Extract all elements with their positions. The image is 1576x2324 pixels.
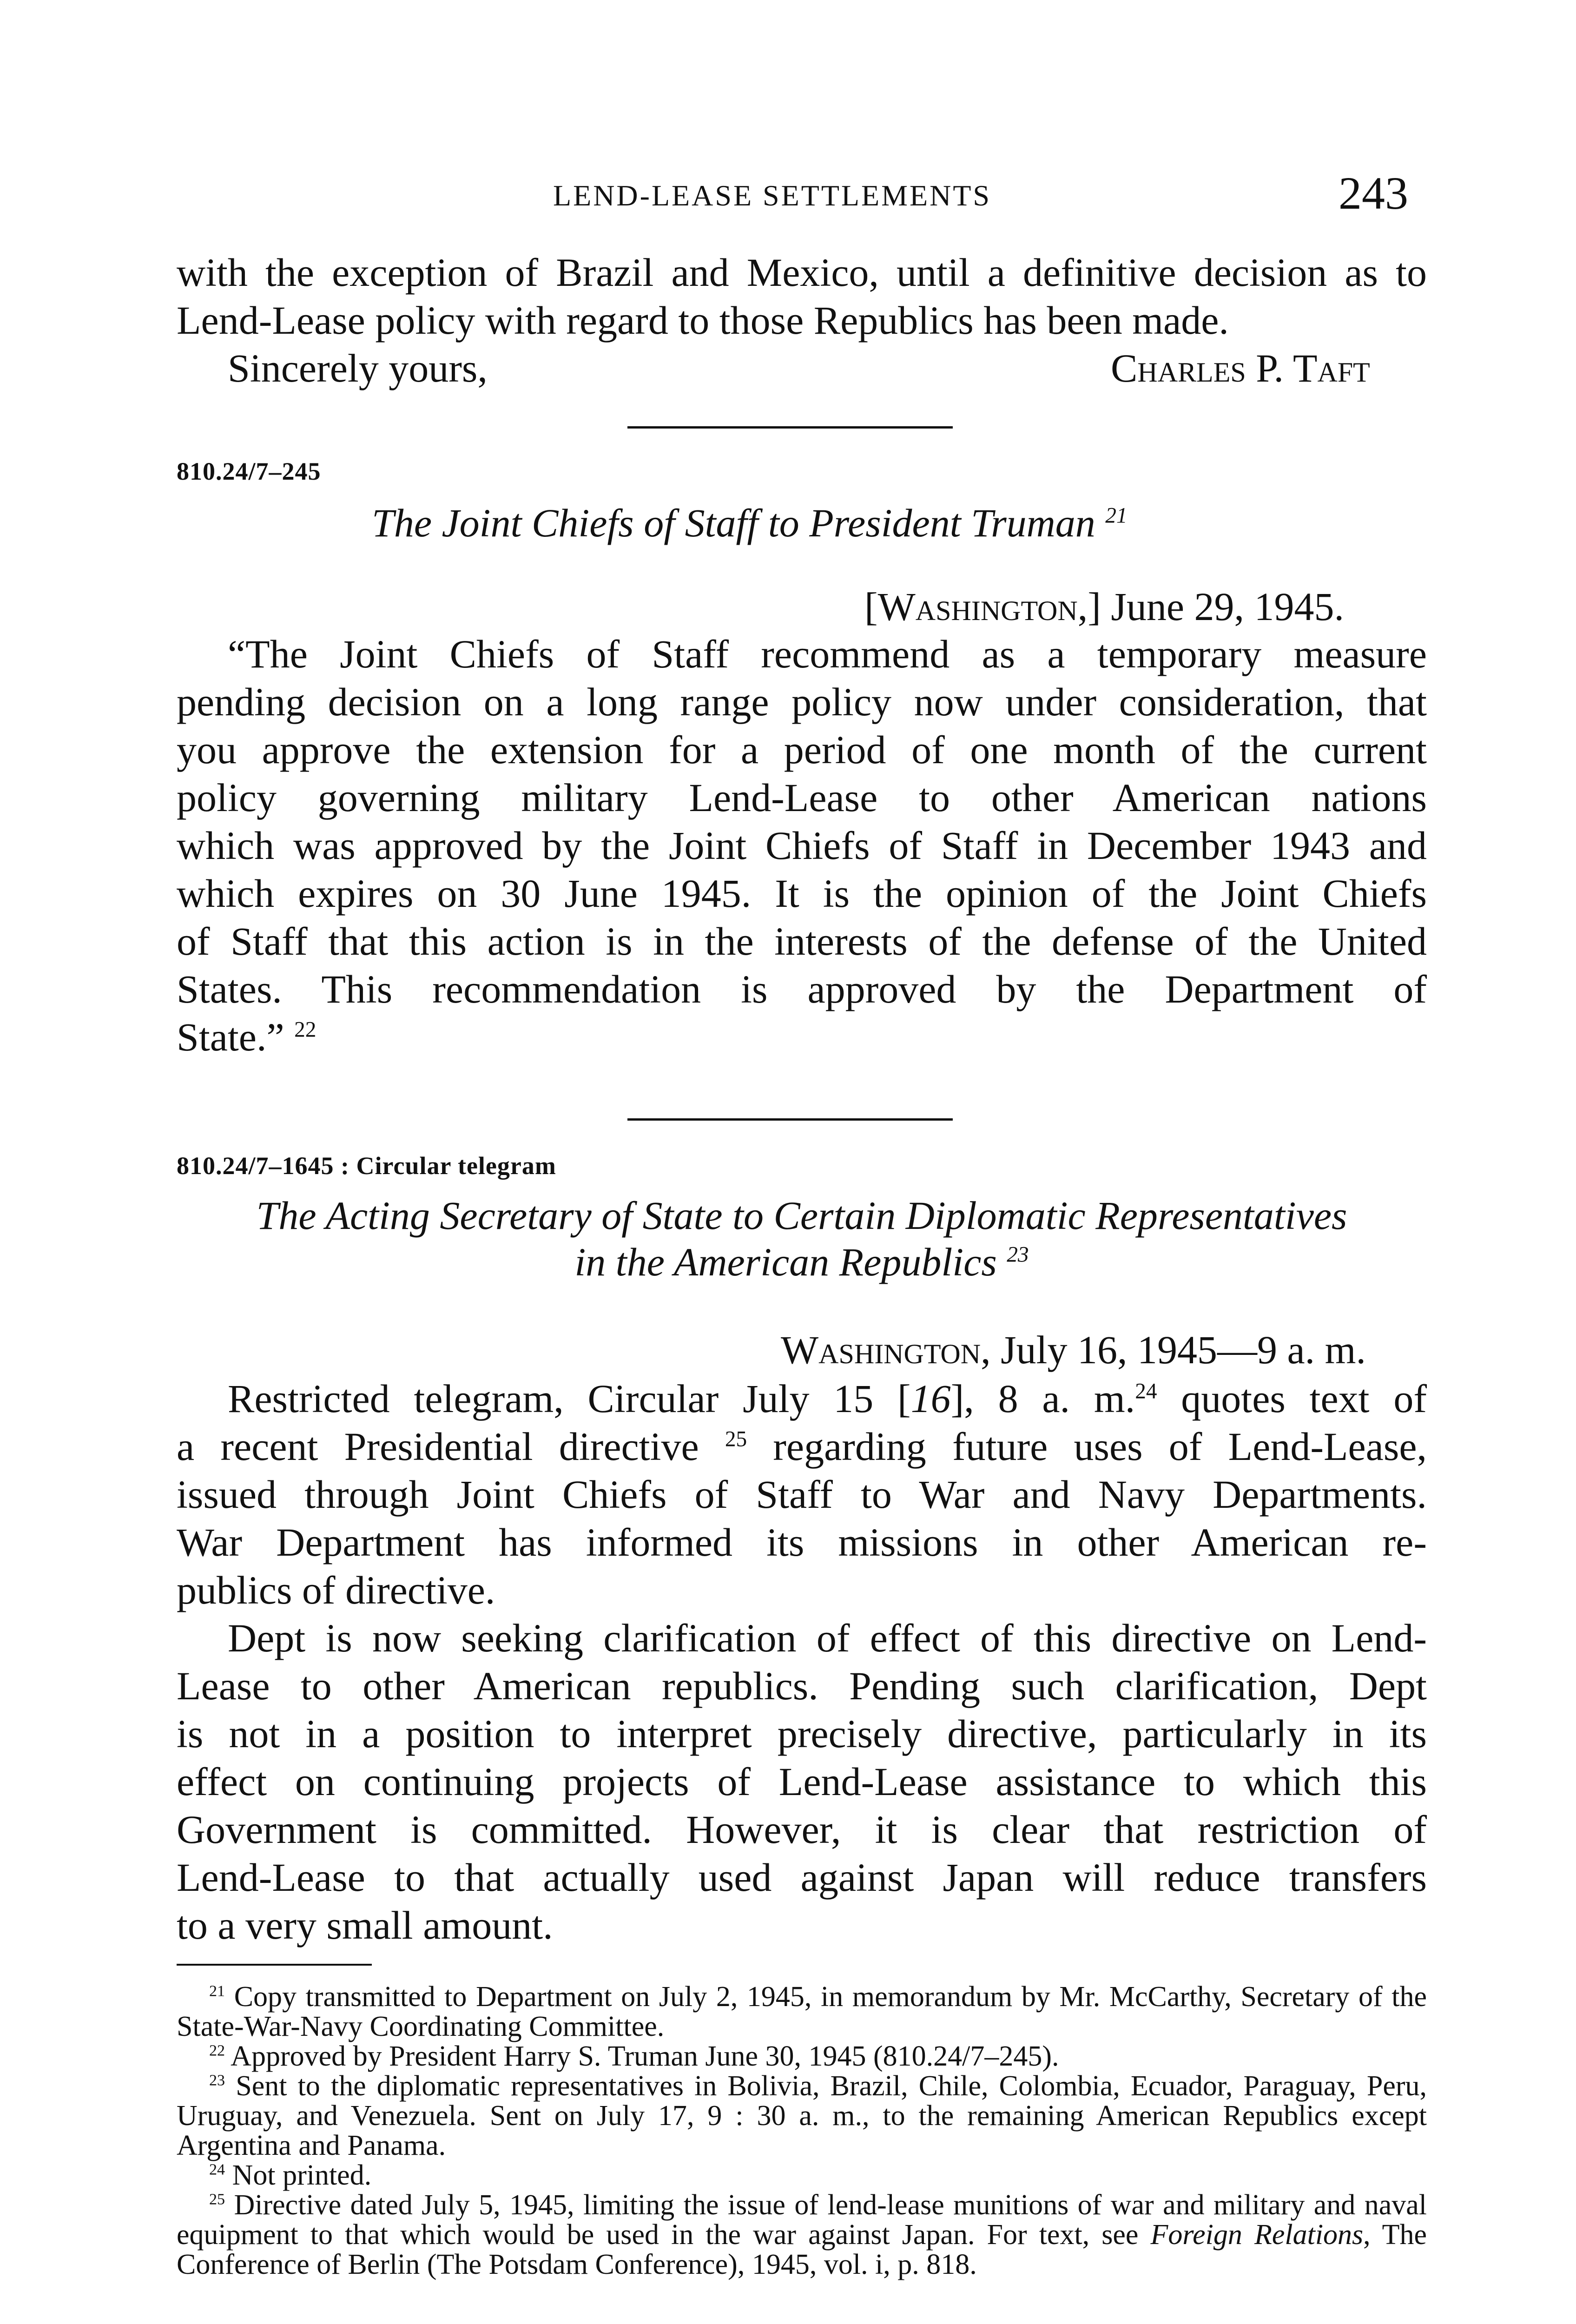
footnote bbox=[177, 2190, 1427, 2279]
text-line bbox=[177, 1423, 1427, 1471]
footnote-text-italic: Foreign Relations bbox=[1150, 2219, 1364, 2251]
section-divider bbox=[627, 1118, 953, 1121]
text-line: “The Joint Chiefs of Staff recommend as a temporary measure bbox=[228, 632, 1427, 676]
file-reference: 810.24/7–245 bbox=[177, 457, 321, 485]
footnote bbox=[177, 2160, 1427, 2190]
text-line: with the exception of Brazil and Mexico, until a definitive decision as to bbox=[177, 250, 1427, 295]
footnote-text: Not printed. bbox=[232, 2159, 372, 2191]
footnote bbox=[177, 1982, 1427, 2041]
footnote-ref: 25 bbox=[725, 1427, 747, 1452]
footnote bbox=[177, 2071, 1427, 2160]
footnote-text: Directive dated July 5, 1945, limiting the issue of lend-lease munitions of war and military and naval equipment to that which would be used in the war against Japan. For text, see bbox=[177, 2189, 1427, 2251]
text-line: which expires on 30 June 1945. It is the opinion of the Joint Chiefs bbox=[177, 871, 1427, 916]
footnote-number: 24 bbox=[209, 2161, 225, 2179]
file-reference: 810.24/7–1645 : Circular telegram bbox=[177, 1152, 556, 1180]
text-line: which was approved by the Joint Chiefs of Staff in December 1943 and bbox=[177, 823, 1427, 868]
footnote bbox=[177, 2041, 1427, 2071]
footnote-text: Sent to the diplomatic representatives in Bolivia, Brazil, Chile, Colombia, Ecuador, Paraguay, Peru, Uruguay, and Venezuela. Sent on July 17, 9 : 30 a. m., to the remaining American Republics except Argentina and Panama. bbox=[177, 2070, 1427, 2161]
text-line bbox=[177, 1013, 1427, 1061]
footnotes bbox=[177, 1982, 1427, 2279]
text-line: Dept is now seeking clarification of effect of this directive on Lend- bbox=[228, 1616, 1427, 1660]
document-title-line bbox=[177, 1239, 1427, 1285]
text-line: Lend-Lease policy with regard to those Republics has been made. bbox=[177, 298, 1229, 343]
footnote-number: 25 bbox=[209, 2191, 225, 2208]
footnote-ref: 22 bbox=[294, 1017, 317, 1042]
footnote-number: 22 bbox=[209, 2042, 225, 2060]
dateline-date: July 16, 1945—9 a. m. bbox=[1001, 1327, 1366, 1372]
text-line: States. This recommendation is approved by the Department of bbox=[177, 967, 1427, 1011]
text-line: you approve the extension for a period of one month of the current bbox=[177, 727, 1427, 772]
letter-closing: Sincerely yours, bbox=[228, 346, 488, 390]
text-segment: ], 8 a. m. bbox=[950, 1376, 1135, 1421]
footnote-number: 23 bbox=[209, 2072, 225, 2089]
text-line: effect on continuing projects of Lend-Lease assistance to which this bbox=[177, 1759, 1427, 1804]
document-title bbox=[372, 500, 1128, 546]
text-line bbox=[177, 1375, 1427, 1423]
document-title-text: The Joint Chiefs of Staff to President Truman bbox=[372, 501, 1095, 545]
text-line: issued through Joint Chiefs of Staff to War and Navy Departments. bbox=[177, 1472, 1427, 1517]
footnote-text: Copy transmitted to Department on July 2, 1945, in memorandum by Mr. McCarthy, Secretary of the State-War-Navy Coordinating Committee. bbox=[177, 1981, 1427, 2042]
text-line: of Staff that this action is in the interests of the defense of the United bbox=[177, 919, 1427, 964]
text-line: Lease to other American republics. Pending such clarification, Dept bbox=[177, 1664, 1427, 1708]
text-line: War Department has informed its missions in other American re- bbox=[177, 1520, 1427, 1565]
text-segment: Restricted telegram, Circular July 15 [ bbox=[228, 1376, 911, 1421]
document-title bbox=[177, 1192, 1427, 1285]
text-line: Lend-Lease to that actually used against Japan will reduce transfers bbox=[177, 1855, 1427, 1900]
footnote-ref: 21 bbox=[1105, 503, 1128, 528]
text-line: publics of directive. bbox=[177, 1568, 495, 1612]
dateline bbox=[781, 1326, 1366, 1374]
section-divider bbox=[627, 426, 953, 429]
footnote-ref: 23 bbox=[1007, 1242, 1029, 1267]
footnote-number: 21 bbox=[209, 1982, 225, 2000]
text-line: is not in a position to interpret precisely directive, particularly in its bbox=[177, 1711, 1427, 1756]
text-segment: quotes text of bbox=[1157, 1376, 1427, 1421]
document-title-text: in the American Republics bbox=[574, 1240, 997, 1284]
text-segment: regarding future uses of Lend-Lease, bbox=[747, 1424, 1427, 1469]
running-title: LEND-LEASE SETTLEMENTS bbox=[553, 179, 991, 212]
text-segment: a recent Presidential directive bbox=[177, 1424, 725, 1469]
text-line: to a very small amount. bbox=[177, 1903, 553, 1948]
text-line: Government is committed. However, it is clear that restriction of bbox=[177, 1807, 1427, 1852]
text-line: policy governing military Lend-Lease to other American nations bbox=[177, 775, 1427, 820]
letter-signature: Charles P. Taft bbox=[1111, 346, 1370, 390]
footnote-divider bbox=[177, 1964, 372, 1966]
text-segment: 16 bbox=[910, 1376, 951, 1421]
dateline bbox=[864, 583, 1344, 631]
document-title-line: The Acting Secretary of State to Certain Diplomatic Representatives bbox=[256, 1193, 1347, 1238]
document-body bbox=[177, 630, 1427, 1061]
page-number: 243 bbox=[1339, 167, 1408, 219]
text-line-end: State.” bbox=[177, 1015, 284, 1059]
dateline-place: [Washington,] bbox=[864, 584, 1101, 629]
text-line: pending decision on a long range policy now under consideration, that bbox=[177, 680, 1427, 724]
dateline-date: June 29, 1945. bbox=[1111, 584, 1344, 629]
telegram-body bbox=[177, 1375, 1427, 1949]
footnote-text: , The Conference of Berlin (The Potsdam Conference), 1945, vol. i, p. 818. bbox=[177, 2219, 1427, 2280]
footnote-ref: 24 bbox=[1135, 1379, 1157, 1404]
letter-ending bbox=[177, 249, 1427, 344]
dateline-place: Washington, bbox=[781, 1327, 991, 1372]
footnote-text: Approved by President Harry S. Truman June 30, 1945 (810.24/7–245). bbox=[231, 2040, 1059, 2072]
